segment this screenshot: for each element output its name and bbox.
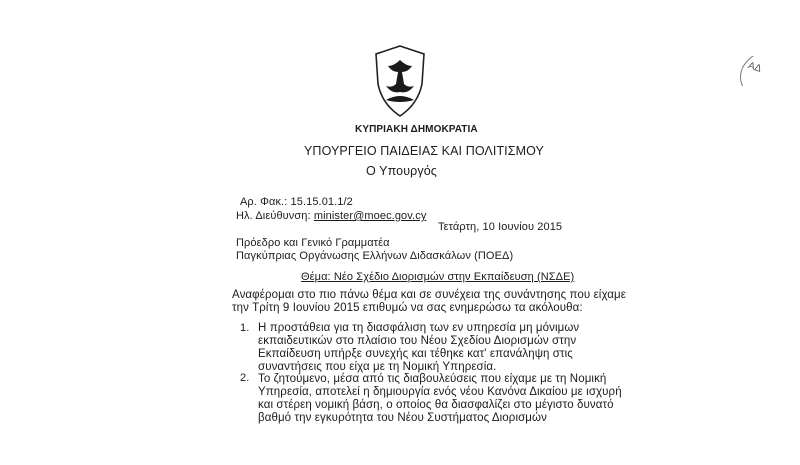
subject-line: Θέμα: Νέο Σχέδιο Διορισμών στην Εκπαίδευση (ΝΣΔΕ) [301,271,575,283]
item-number: 1. [240,322,250,334]
letter-date: Τετάρτη, 10 Ιουνίου 2015 [438,221,563,233]
email-link[interactable]: minister@moec.gov.cy [313,210,427,222]
intro-line-1: Αναφέρομαι στο πιο πάνω θέμα και σε συνέχεια της συνάντησης που είχαμε [232,289,626,301]
item-2-line-1: Το ζητούμενο, μέσα από τις διαβουλεύσεις που είχαμε με τη Νομική [258,373,607,385]
republic-heading: ΚΥΠΡΙΑΚΗ ΔΗΜΟΚΡΑΤΙΑ [355,124,478,135]
ministry-heading: ΥΠΟΥΡΓΕΙΟ ΠΑΙΔΕΙΑΣ ΚΑΙ ΠΟΛΙΤΙΣΜΟΥ [304,144,544,158]
item-1-line-1: Η προστάθεια για τη διασφάλιση των εν υπηρεσία μη μόνιμων [258,322,580,334]
item-1-line-3: Εκπαίδευση υπήρξε συνεχής και τέθηκε κατ' επανάληψη στις [258,348,573,360]
file-number: Αρ. Φακ.: 15.15.01.1/2 [240,196,353,208]
received-stamp: ΑΔ [740,56,800,86]
email-line [236,210,426,223]
minister-title: Ο Υπουργός [366,164,437,178]
email-label: Ηλ. Διεύθυνση: [236,210,311,222]
coat-of-arms-emblem [372,44,428,118]
item-number: 2. [240,372,250,384]
recipient-line-1: Πρόεδρο και Γενικό Γραμματέα [236,237,390,249]
item-2-line-3: και στέρεη νομική βάση, ο οποίος θα διασφαλίζει στο μέγιστο δυνατό [258,399,614,411]
item-1-line-2: εκπαιδευτικών στο πλαίσιο του Νέου Σχεδίου Διορισμών στην [258,335,577,347]
item-1-line-4: συναντήσεις που είχα με τη Νομική Υπηρεσία. [258,361,497,373]
item-2-line-2: Υπηρεσία, αποτελεί η δημιουργία ενός νέου Κανόνα Δικαίου με ισχυρή [258,386,622,398]
intro-line-2: την Τρίτη 9 Ιουνίου 2015 επιθυμώ να σας ενημερώσω τα ακόλουθα: [232,302,583,314]
recipient-line-2: Παγκύπριας Οργάνωσης Ελλήνων Διδασκάλων (ΠΟΕΔ) [236,250,514,262]
item-2-line-4: βαθμό την εγκυρότητα του Νέου Συστήματος Διορισμών [258,412,547,424]
